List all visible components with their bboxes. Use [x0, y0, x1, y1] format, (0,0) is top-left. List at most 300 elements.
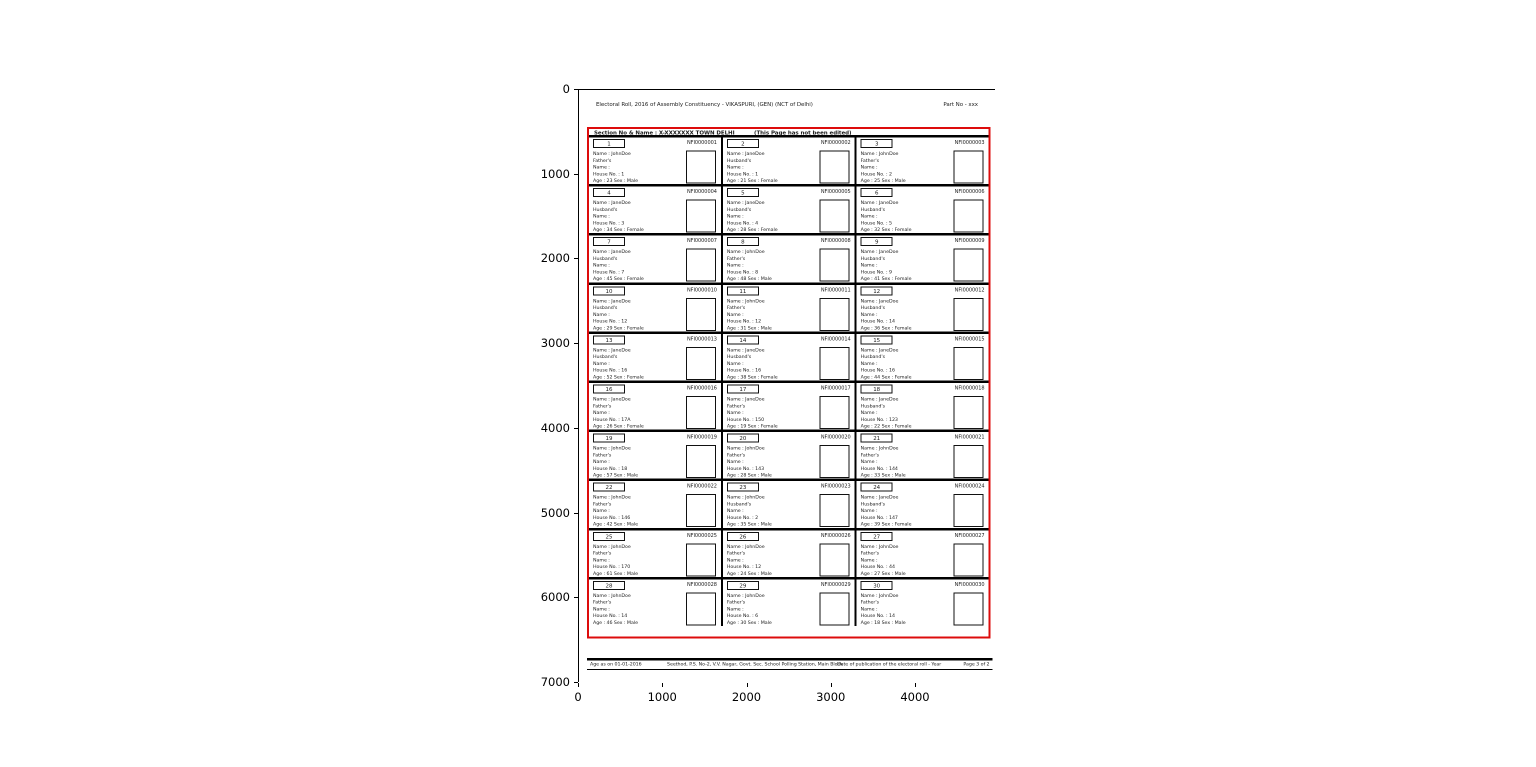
voter-card: [589, 334, 723, 381]
epic-number: NFI0000019: [686, 434, 717, 441]
card-text-line: Name : JaneDoe: [860, 396, 899, 403]
voter-card: [723, 432, 857, 479]
card-text-line: Name :: [726, 360, 744, 367]
document-title: Electoral Roll, 2016 of Assembly Constituency - VIKASPURI, (GEN) (NCT of Delhi): [596, 101, 813, 108]
x-tick-mark: [747, 683, 748, 687]
voter-row: [589, 432, 989, 481]
serial-number-box: 6: [861, 188, 893, 197]
voter-details: [727, 445, 817, 479]
card-text-line: Father's: [726, 452, 746, 458]
epic-number: NFI0000010: [686, 287, 717, 293]
card-text-line: Father's: [726, 305, 746, 311]
card-text-line: Name :: [860, 606, 878, 612]
card-text-line: Age : 31 Sex : Male: [726, 325, 772, 331]
voter-details: [861, 200, 951, 234]
serial-number-box: 15: [861, 335, 893, 344]
x-tick-mark: [915, 683, 916, 687]
epic-number: NFI0000002: [820, 140, 851, 146]
card-text-line: Husband's: [860, 206, 886, 213]
voter-details: [593, 347, 683, 381]
card-text-line: Name : JohnDoe: [593, 151, 631, 157]
serial-number-box: 14: [727, 335, 759, 344]
card-text-line: Age : 27 Sex : Male: [860, 570, 906, 577]
card-text-line: Age : 34 Sex : Female: [593, 227, 644, 233]
y-tick-label: 5000: [540, 505, 570, 520]
epic-number: NFI0000001: [686, 140, 717, 146]
epic-number: NFI0000015: [954, 336, 985, 342]
serial-number-box: 2: [727, 139, 759, 148]
serial-number-box: 26: [727, 532, 759, 541]
voter-details: [861, 445, 951, 479]
card-text-line: House No. : 14: [593, 613, 628, 619]
serial-number-box: 19: [593, 434, 625, 443]
voter-card: [857, 285, 989, 332]
voter-row: [589, 187, 989, 236]
x-tick-mark: [578, 683, 579, 687]
y-tick-label: 4000: [540, 420, 570, 435]
card-text-line: Name :: [593, 262, 610, 269]
epic-number: NFI0000029: [820, 581, 851, 588]
voter-card: [589, 236, 723, 283]
card-text-line: Name : JohnDoe: [593, 494, 631, 501]
voter-details: [593, 151, 683, 185]
voter-row: [589, 285, 989, 334]
card-text-line: Father's: [860, 550, 880, 557]
voter-photo-box: [954, 347, 984, 380]
card-text-line: Name : JohnDoe: [726, 298, 765, 304]
serial-number-box: 21: [861, 434, 893, 443]
voter-card: [723, 334, 857, 381]
card-text-line: Husband's: [726, 157, 752, 164]
card-text-line: Name :: [593, 508, 610, 514]
x-tick-label: 0: [574, 690, 582, 704]
card-text-line: House No. : 147: [860, 514, 898, 521]
voter-photo-box: [686, 200, 716, 233]
voter-card: [723, 285, 857, 332]
y-tick-label: 0: [562, 82, 570, 96]
voter-details: [861, 494, 951, 528]
card-text-line: Name : JohnDoe: [726, 494, 765, 501]
card-text-line: Name : JaneDoe: [860, 200, 899, 206]
serial-number-box: 12: [861, 286, 893, 295]
card-text-line: Age : 35 Sex : Male: [726, 521, 772, 528]
card-text-line: Name :: [593, 606, 610, 612]
card-text-line: House No. : 8: [726, 269, 759, 275]
voter-row: [589, 530, 989, 579]
red-highlight-box: [587, 127, 991, 639]
card-text-line: House No. : 17A: [593, 416, 631, 423]
voter-card: [857, 187, 989, 234]
part-number: Part No - xxx: [943, 101, 978, 108]
card-text-line: Age : 45 Sex : Female: [593, 276, 644, 282]
voter-photo-box: [686, 347, 716, 380]
voter-photo-box: [686, 249, 716, 282]
figure-canvas: [578, 89, 995, 682]
card-text-line: Name : JaneDoe: [593, 347, 631, 353]
voter-card: [857, 481, 989, 528]
card-text-line: Name :: [726, 606, 744, 612]
epic-number: NFI0000021: [954, 434, 985, 441]
card-text-line: Name : JaneDoe: [860, 494, 899, 501]
card-text-line: Name : JohnDoe: [726, 543, 765, 550]
voter-details: [593, 298, 683, 332]
card-text-line: Age : 41 Sex : Female: [860, 276, 912, 282]
voter-details: [727, 298, 817, 332]
voter-details: [727, 249, 817, 283]
card-text-line: Age : 22 Sex : Female: [860, 423, 912, 430]
card-text-line: Name :: [593, 410, 610, 416]
card-text-line: Name :: [860, 213, 878, 220]
y-tick-label: 1000: [540, 166, 570, 181]
serial-number-box: 9: [861, 237, 893, 246]
voter-card: [723, 579, 857, 626]
epic-number: NFI0000027: [954, 532, 985, 539]
card-text-line: Age : 23 Sex : Male: [593, 178, 638, 184]
voter-photo-box: [820, 200, 850, 233]
card-text-line: Name :: [726, 213, 744, 220]
voter-card: [589, 481, 723, 528]
epic-number: NFI0000011: [820, 287, 851, 293]
card-text-line: Name : JohnDoe: [860, 592, 899, 599]
card-text-line: Husband's: [726, 501, 752, 507]
voter-photo-box: [954, 298, 984, 331]
card-text-line: House No. : 143: [726, 465, 765, 472]
card-text-line: Age : 38 Sex : Female: [726, 374, 778, 380]
voter-photo-box: [686, 494, 716, 527]
footer-date-note: Date of publication of the electoral roll - Year: [837, 661, 942, 667]
card-text-line: Name :: [860, 311, 878, 318]
card-text-line: Name : JohnDoe: [860, 151, 899, 157]
serial-number-box: 16: [593, 385, 625, 394]
card-text-line: Name : JohnDoe: [726, 249, 765, 255]
voter-details: [593, 445, 683, 479]
card-text-line: Age : 28 Sex : Male: [726, 472, 772, 479]
footer-polling-station: Seethod, P.S. No-2, V.V. Nagar, Govt. Sec. School Polling Station, Main Block: [667, 661, 843, 667]
serial-number-box: 4: [593, 188, 625, 197]
card-text-line: Name : JohnDoe: [593, 445, 631, 452]
card-text-line: Name :: [860, 508, 878, 514]
voter-card: [589, 530, 723, 577]
voter-details: [861, 298, 951, 332]
card-text-line: Age : 30 Sex : Male: [726, 619, 772, 626]
serial-number-box: 18: [861, 385, 893, 394]
voter-details: [593, 494, 683, 528]
voter-photo-box: [954, 592, 984, 625]
voter-row: [589, 383, 989, 432]
epic-number: NFI0000022: [686, 483, 717, 490]
voter-details: [727, 347, 817, 381]
card-text-line: Name : JaneDoe: [860, 347, 899, 353]
serial-number-box: 8: [727, 237, 759, 246]
voter-card: [723, 236, 857, 283]
voter-photo-box: [820, 151, 850, 184]
card-text-line: Husband's: [593, 206, 618, 213]
epic-number: NFI0000020: [820, 434, 851, 441]
card-text-line: Name :: [593, 360, 610, 367]
serial-number-box: 23: [727, 483, 759, 492]
x-tick-label: 1000: [647, 690, 677, 704]
card-text-line: House No. : 146: [593, 514, 631, 521]
voter-photo-box: [954, 200, 984, 233]
card-text-line: Name :: [860, 262, 878, 269]
card-text-line: Age : 26 Sex : Female: [593, 423, 644, 430]
voter-photo-box: [954, 543, 984, 576]
voter-details: [727, 543, 817, 577]
card-text-line: Age : 61 Sex : Male: [593, 570, 638, 577]
card-text-line: House No. : 2: [860, 171, 892, 177]
card-text-line: Age : 57 Sex : Male: [593, 472, 638, 479]
voter-details: [727, 200, 817, 234]
voter-details: [727, 592, 817, 626]
voter-details: [861, 249, 951, 283]
voter-card: [857, 138, 989, 185]
card-text-line: Husband's: [860, 305, 886, 311]
voter-card: [589, 432, 723, 479]
card-text-line: Father's: [593, 501, 612, 507]
card-text-line: Name :: [860, 557, 878, 563]
voter-card: [857, 334, 989, 381]
card-text-line: House No. : 170: [593, 564, 631, 570]
epic-number: NFI0000023: [820, 483, 851, 490]
serial-number-box: 30: [861, 581, 893, 590]
epic-number: NFI0000003: [954, 140, 985, 146]
voter-card: [857, 432, 989, 479]
card-text-line: Father's: [860, 157, 880, 164]
voter-details: [593, 249, 683, 283]
card-text-line: Name : JohnDoe: [726, 592, 765, 599]
epic-number: NFI0000024: [954, 483, 985, 490]
card-text-line: Name :: [860, 459, 878, 465]
card-text-line: Age : 24 Sex : Male: [726, 570, 772, 577]
card-text-line: Age : 21 Sex : Female: [726, 178, 778, 184]
card-text-line: Name :: [860, 410, 878, 416]
card-text-line: Age : 46 Sex : Male: [593, 619, 638, 626]
card-text-line: Name : JohnDoe: [726, 445, 765, 452]
epic-number: NFI0000009: [954, 238, 985, 244]
card-text-line: Father's: [593, 452, 612, 458]
voter-details: [861, 543, 951, 577]
card-text-line: House No. : 14: [860, 613, 895, 619]
card-text-line: Age : 39 Sex : Female: [860, 521, 912, 528]
card-text-line: Husband's: [860, 354, 886, 360]
card-text-line: Age : 52 Sex : Female: [593, 374, 644, 380]
epic-number: NFI0000017: [820, 385, 851, 392]
epic-number: NFI0000012: [954, 287, 985, 293]
card-text-line: Name : JaneDoe: [593, 396, 631, 403]
card-text-line: Name : JaneDoe: [860, 298, 899, 304]
voter-details: [593, 200, 683, 234]
card-text-line: Name :: [860, 164, 878, 170]
voter-card: [723, 138, 857, 185]
card-text-line: Name : JohnDoe: [860, 445, 899, 452]
voter-photo-box: [686, 396, 716, 429]
epic-number: NFI0000014: [820, 336, 851, 342]
card-text-line: Father's: [726, 599, 746, 606]
card-text-line: Husband's: [860, 255, 886, 262]
voter-details: [593, 543, 683, 577]
card-text-line: Name : JaneDoe: [726, 396, 765, 403]
serial-number-box: 27: [861, 532, 893, 541]
card-text-line: Father's: [860, 452, 880, 458]
card-text-line: House No. : 12: [593, 318, 628, 325]
serial-number-box: 7: [593, 237, 625, 246]
card-text-line: House No. : 16: [860, 367, 895, 374]
voter-card: [589, 138, 723, 185]
card-text-line: Name : JaneDoe: [726, 151, 765, 157]
card-text-line: House No. : 3: [593, 220, 625, 226]
card-text-line: Husband's: [860, 403, 886, 409]
card-text-line: Father's: [726, 255, 746, 262]
serial-number-box: 5: [727, 188, 759, 197]
card-text-line: Name : JaneDoe: [593, 249, 631, 255]
card-text-line: Father's: [593, 157, 612, 164]
voter-details: [593, 396, 683, 430]
y-tick-label: 3000: [540, 336, 570, 351]
card-text-line: House No. : 44: [860, 564, 895, 570]
epic-number: NFI0000016: [686, 385, 717, 392]
card-text-line: House No. : 1: [593, 171, 625, 177]
y-tick-label: 6000: [540, 590, 570, 605]
voter-photo-box: [686, 543, 716, 576]
voter-card: [857, 236, 989, 283]
voter-card: [723, 530, 857, 577]
voter-photo-box: [686, 445, 716, 478]
voter-details: [861, 347, 951, 381]
voter-photo-box: [686, 298, 716, 331]
card-text-line: Husband's: [593, 354, 618, 360]
section-name: Section No & Name : X-XXXXXXX TOWN DELHI: [594, 129, 735, 136]
serial-number-box: 3: [861, 139, 893, 148]
card-text-line: Name : JohnDoe: [593, 592, 631, 599]
serial-number-box: 1: [593, 139, 625, 148]
card-text-line: Name :: [593, 459, 610, 465]
voter-card: [723, 187, 857, 234]
card-text-line: Father's: [726, 550, 746, 557]
epic-number: NFI0000005: [820, 189, 851, 195]
voter-card: [857, 383, 989, 430]
serial-number-box: 28: [593, 581, 625, 590]
x-tick-label: 3000: [816, 690, 846, 704]
card-text-line: House No. : 123: [860, 416, 898, 423]
voter-photo-box: [820, 592, 850, 625]
footer-age-note: Age as on 01-01-2016: [590, 661, 642, 667]
card-text-line: Name :: [593, 213, 610, 220]
voter-photo-box: [954, 396, 984, 429]
card-text-line: House No. : 1: [726, 171, 759, 177]
voter-photo-box: [820, 445, 850, 478]
epic-number: NFI0000026: [820, 532, 851, 539]
card-text-line: Age : 42 Sex : Male: [593, 521, 638, 528]
voter-row: [589, 138, 989, 187]
voter-photo-box: [686, 592, 716, 625]
card-text-line: Name :: [726, 262, 744, 269]
voter-row: [589, 334, 989, 383]
voter-details: [861, 396, 951, 430]
voter-photo-box: [820, 396, 850, 429]
card-text-line: House No. : 9: [860, 269, 892, 275]
card-text-line: Name :: [726, 410, 744, 416]
card-text-line: Name :: [593, 557, 610, 563]
card-text-line: Father's: [593, 550, 612, 557]
y-tick-label: 7000: [540, 675, 570, 689]
voter-details: [727, 151, 817, 185]
voter-card: [589, 383, 723, 430]
epic-number: NFI0000028: [686, 581, 717, 588]
card-text-line: Age : 19 Sex : Female: [726, 423, 778, 430]
card-text-line: Age : 25 Sex : Male: [860, 178, 906, 184]
card-text-line: House No. : 144: [860, 465, 898, 472]
voter-row: [589, 481, 989, 530]
card-text-line: House No. : 12: [726, 564, 762, 570]
card-text-line: Husband's: [593, 255, 618, 262]
voter-card: [589, 187, 723, 234]
voter-photo-box: [954, 494, 984, 527]
voter-card: [723, 383, 857, 430]
card-text-line: Name : JaneDoe: [726, 200, 765, 206]
card-text-line: Name : JaneDoe: [726, 347, 765, 353]
card-text-line: Name : JohnDoe: [860, 543, 899, 550]
voter-details: [593, 592, 683, 626]
card-text-line: Name : JohnDoe: [593, 543, 631, 550]
x-tick-mark: [662, 683, 663, 687]
card-text-line: Name :: [726, 508, 744, 514]
epic-number: NFI0000013: [686, 336, 717, 342]
card-text-line: Father's: [726, 403, 746, 409]
voter-photo-box: [954, 249, 984, 282]
card-text-line: Husband's: [726, 206, 752, 213]
serial-number-box: 11: [727, 286, 759, 295]
voter-details: [861, 592, 951, 626]
card-text-line: Name : JaneDoe: [593, 298, 631, 304]
serial-number-box: 24: [861, 483, 893, 492]
card-text-line: House No. : 2: [726, 514, 759, 521]
card-text-line: Name :: [726, 311, 744, 318]
card-text-line: House No. : 18: [593, 465, 628, 472]
document-page: [579, 90, 996, 683]
voter-photo-box: [954, 151, 984, 184]
card-text-line: Name :: [726, 459, 744, 465]
serial-number-box: 20: [727, 434, 759, 443]
card-text-line: Name :: [726, 164, 744, 170]
card-text-line: Name : JaneDoe: [593, 200, 631, 206]
card-text-line: Father's: [593, 599, 612, 606]
serial-number-box: 17: [727, 385, 759, 394]
card-text-line: House No. : 6: [726, 613, 759, 619]
card-text-line: Age : 29 Sex : Female: [593, 325, 644, 331]
serial-number-box: 13: [593, 335, 625, 344]
epic-number: NFI0000004: [686, 189, 717, 195]
card-text-line: Age : 32 Sex : Female: [860, 227, 912, 233]
card-text-line: House No. : 7: [593, 269, 625, 275]
voter-photo-box: [820, 298, 850, 331]
voter-row: [589, 236, 989, 285]
epic-number: NFI0000008: [820, 238, 851, 244]
card-text-line: Age : 28 Sex : Female: [726, 227, 778, 233]
card-text-line: House No. : 12: [726, 318, 762, 325]
card-text-line: Name :: [726, 557, 744, 563]
serial-number-box: 29: [727, 581, 759, 590]
card-text-line: Husband's: [593, 305, 618, 311]
voter-photo-box: [686, 151, 716, 184]
serial-number-box: 25: [593, 532, 625, 541]
epic-number: NFI0000030: [954, 581, 985, 588]
epic-number: NFI0000007: [686, 238, 717, 244]
card-text-line: Age : 18 Sex : Male: [860, 619, 906, 626]
card-text-line: House No. : 14: [860, 318, 895, 325]
y-tick-label: 2000: [540, 251, 570, 266]
footer-rule-bottom: [587, 669, 993, 670]
card-text-line: Age : 33 Sex : Male: [860, 472, 906, 479]
